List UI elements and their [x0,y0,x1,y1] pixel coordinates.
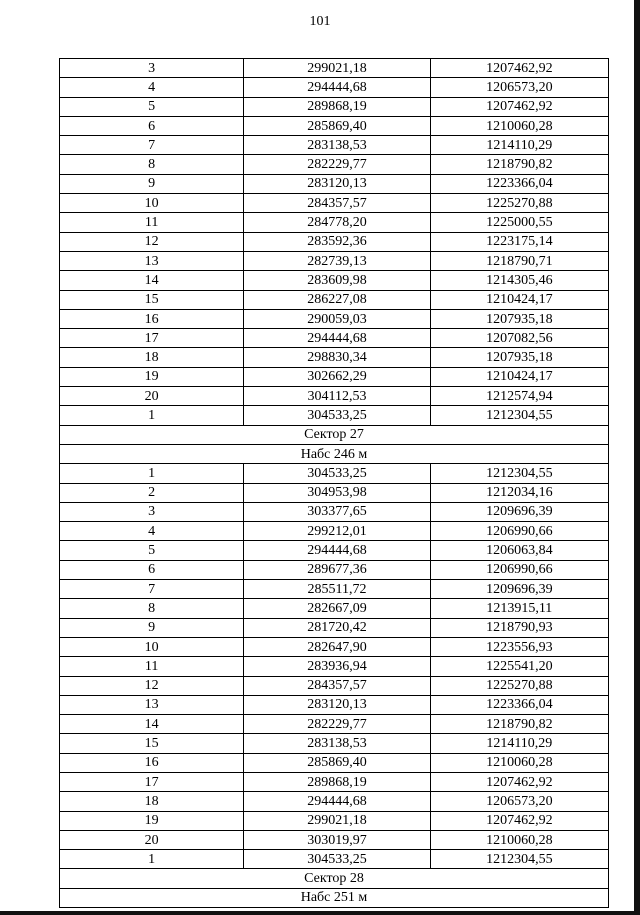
section-title: Сектор 27 [60,425,609,444]
table-row [60,695,609,714]
point-number-cell: 13 [60,695,244,714]
table-row [60,232,609,251]
x-coordinate-cell: 281720,42 [244,618,430,637]
table-row [60,174,609,193]
y-coordinate-cell: 1210424,17 [430,290,608,309]
table-row [60,522,609,541]
y-coordinate-cell: 1210060,28 [430,753,608,772]
y-coordinate-cell: 1212304,55 [430,406,608,425]
y-coordinate-cell: 1206573,20 [430,792,608,811]
y-coordinate-cell: 1209696,39 [430,502,608,521]
x-coordinate-cell: 294444,68 [244,541,430,560]
y-coordinate-cell: 1207462,92 [430,97,608,116]
x-coordinate-cell: 289868,19 [244,97,430,116]
point-number-cell: 17 [60,329,244,348]
y-coordinate-cell: 1207935,18 [430,309,608,328]
point-number-cell: 14 [60,271,244,290]
table-row [60,59,609,78]
table-row [60,367,609,386]
x-coordinate-cell: 298830,34 [244,348,430,367]
point-number-cell: 4 [60,78,244,97]
point-number-cell: 4 [60,522,244,541]
x-coordinate-cell: 299021,18 [244,811,430,830]
x-coordinate-cell: 304533,25 [244,464,430,483]
table-row [60,541,609,560]
x-coordinate-cell: 299021,18 [244,59,430,78]
section-row [60,425,609,444]
point-number-cell: 20 [60,387,244,406]
table-row [60,213,609,232]
x-coordinate-cell: 282647,90 [244,637,430,656]
point-number-cell: 12 [60,232,244,251]
y-coordinate-cell: 1223175,14 [430,232,608,251]
y-coordinate-cell: 1214305,46 [430,271,608,290]
table-row [60,753,609,772]
y-coordinate-cell: 1214110,29 [430,136,608,155]
x-coordinate-cell: 302662,29 [244,367,430,386]
y-coordinate-cell: 1212304,55 [430,850,608,869]
y-coordinate-cell: 1213915,11 [430,599,608,618]
y-coordinate-cell: 1218790,82 [430,155,608,174]
point-number-cell: 10 [60,637,244,656]
y-coordinate-cell: 1223366,04 [430,695,608,714]
table-row [60,290,609,309]
x-coordinate-cell: 290059,03 [244,309,430,328]
x-coordinate-cell: 283592,36 [244,232,430,251]
y-coordinate-cell: 1225000,55 [430,213,608,232]
x-coordinate-cell: 282667,09 [244,599,430,618]
x-coordinate-cell: 285511,72 [244,580,430,599]
table-row [60,657,609,676]
point-number-cell: 14 [60,715,244,734]
table-row [60,580,609,599]
y-coordinate-cell: 1212034,16 [430,483,608,502]
table-row [60,387,609,406]
table-row [60,271,609,290]
point-number-cell: 18 [60,792,244,811]
table-row [60,194,609,213]
table-row [60,734,609,753]
y-coordinate-cell: 1214110,29 [430,734,608,753]
y-coordinate-cell: 1209696,39 [430,580,608,599]
x-coordinate-cell: 304953,98 [244,483,430,502]
point-number-cell: 11 [60,213,244,232]
x-coordinate-cell: 284778,20 [244,213,430,232]
x-coordinate-cell: 304112,53 [244,387,430,406]
point-number-cell: 12 [60,676,244,695]
section-title: Набс 251 м [60,888,609,907]
scan-border-bottom [0,911,640,915]
y-coordinate-cell: 1207935,18 [430,348,608,367]
point-number-cell: 18 [60,348,244,367]
point-number-cell: 3 [60,59,244,78]
section-row [60,869,609,888]
x-coordinate-cell: 303377,65 [244,502,430,521]
table-row [60,811,609,830]
table-row [60,676,609,695]
table-row [60,406,609,425]
x-coordinate-cell: 303019,97 [244,830,430,849]
table-row [60,830,609,849]
point-number-cell: 17 [60,772,244,791]
point-number-cell: 3 [60,502,244,521]
y-coordinate-cell: 1225270,88 [430,194,608,213]
point-number-cell: 15 [60,734,244,753]
point-number-cell: 7 [60,580,244,599]
table-row [60,348,609,367]
point-number-cell: 1 [60,850,244,869]
point-number-cell: 10 [60,194,244,213]
y-coordinate-cell: 1206990,66 [430,522,608,541]
x-coordinate-cell: 286227,08 [244,290,430,309]
table-row [60,792,609,811]
point-number-cell: 6 [60,560,244,579]
point-number-cell: 13 [60,251,244,270]
point-number-cell: 15 [60,290,244,309]
section-row [60,444,609,463]
point-number-cell: 5 [60,97,244,116]
x-coordinate-cell: 283936,94 [244,657,430,676]
y-coordinate-cell: 1223366,04 [430,174,608,193]
x-coordinate-cell: 285869,40 [244,116,430,135]
y-coordinate-cell: 1212574,94 [430,387,608,406]
y-coordinate-cell: 1210424,17 [430,367,608,386]
y-coordinate-cell: 1206990,66 [430,560,608,579]
x-coordinate-cell: 283138,53 [244,734,430,753]
y-coordinate-cell: 1218790,93 [430,618,608,637]
point-number-cell: 8 [60,155,244,174]
page-number: 101 [309,14,331,29]
table-row [60,309,609,328]
point-number-cell: 8 [60,599,244,618]
table-row [60,772,609,791]
point-number-cell: 16 [60,753,244,772]
x-coordinate-cell: 285869,40 [244,753,430,772]
section-title: Сектор 28 [60,869,609,888]
point-number-cell: 11 [60,657,244,676]
y-coordinate-cell: 1207082,56 [430,329,608,348]
y-coordinate-cell: 1212304,55 [430,464,608,483]
y-coordinate-cell: 1210060,28 [430,116,608,135]
scan-border-right [634,0,640,915]
y-coordinate-cell: 1206573,20 [430,78,608,97]
x-coordinate-cell: 294444,68 [244,329,430,348]
y-coordinate-cell: 1218790,82 [430,715,608,734]
x-coordinate-cell: 283138,53 [244,136,430,155]
table-row [60,251,609,270]
x-coordinate-cell: 294444,68 [244,792,430,811]
x-coordinate-cell: 282739,13 [244,251,430,270]
x-coordinate-cell: 282229,77 [244,155,430,174]
table-row [60,116,609,135]
y-coordinate-cell: 1210060,28 [430,830,608,849]
table-row [60,599,609,618]
table-row [60,502,609,521]
table-row [60,618,609,637]
point-number-cell: 16 [60,309,244,328]
x-coordinate-cell: 289868,19 [244,772,430,791]
table-row [60,715,609,734]
y-coordinate-cell: 1218790,71 [430,251,608,270]
table-row [60,329,609,348]
y-coordinate-cell: 1207462,92 [430,772,608,791]
y-coordinate-cell: 1223556,93 [430,637,608,656]
point-number-cell: 5 [60,541,244,560]
table-row [60,464,609,483]
table-row [60,483,609,502]
table-row [60,637,609,656]
coordinates-table-body [60,59,609,908]
section-row [60,888,609,907]
point-number-cell: 1 [60,464,244,483]
y-coordinate-cell: 1225541,20 [430,657,608,676]
y-coordinate-cell: 1225270,88 [430,676,608,695]
x-coordinate-cell: 284357,57 [244,194,430,213]
x-coordinate-cell: 294444,68 [244,78,430,97]
table-row [60,136,609,155]
point-number-cell: 6 [60,116,244,135]
x-coordinate-cell: 304533,25 [244,850,430,869]
y-coordinate-cell: 1206063,84 [430,541,608,560]
point-number-cell: 19 [60,811,244,830]
point-number-cell: 2 [60,483,244,502]
x-coordinate-cell: 283120,13 [244,174,430,193]
table-row [60,97,609,116]
coordinates-table [59,58,609,908]
point-number-cell: 7 [60,136,244,155]
section-title: Набс 246 м [60,444,609,463]
x-coordinate-cell: 299212,01 [244,522,430,541]
point-number-cell: 9 [60,174,244,193]
table-row [60,155,609,174]
table-row [60,850,609,869]
x-coordinate-cell: 284357,57 [244,676,430,695]
point-number-cell: 9 [60,618,244,637]
table-row [60,78,609,97]
y-coordinate-cell: 1207462,92 [430,59,608,78]
point-number-cell: 20 [60,830,244,849]
x-coordinate-cell: 283609,98 [244,271,430,290]
y-coordinate-cell: 1207462,92 [430,811,608,830]
x-coordinate-cell: 283120,13 [244,695,430,714]
point-number-cell: 19 [60,367,244,386]
x-coordinate-cell: 304533,25 [244,406,430,425]
point-number-cell: 1 [60,406,244,425]
x-coordinate-cell: 289677,36 [244,560,430,579]
table-row [60,560,609,579]
x-coordinate-cell: 282229,77 [244,715,430,734]
